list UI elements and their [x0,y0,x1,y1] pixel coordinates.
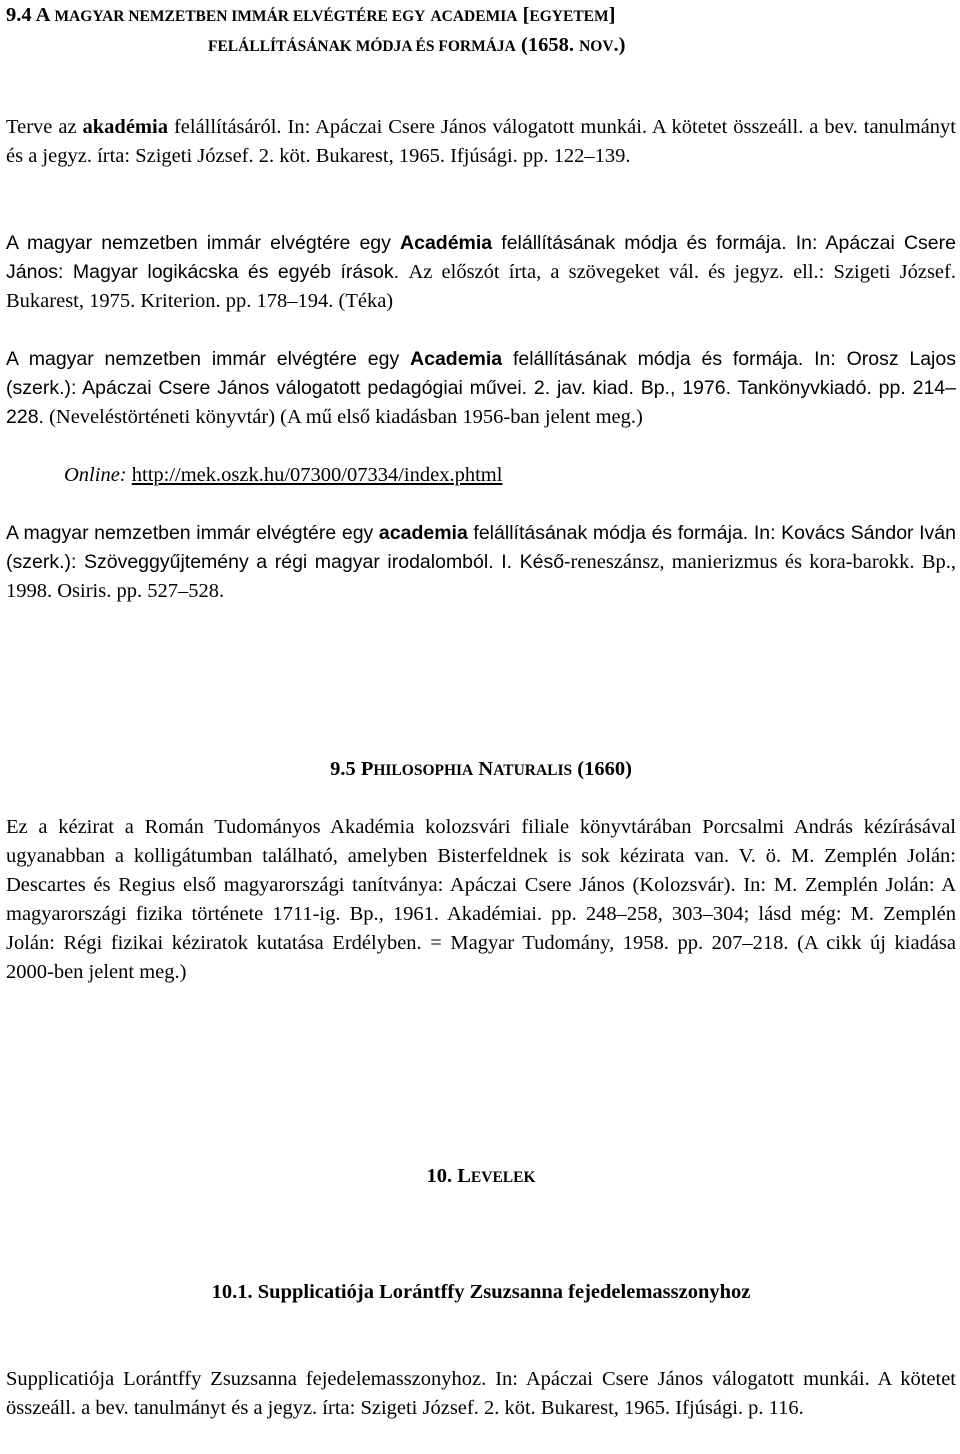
body-paragraph: Ez a kézirat a Román Tudományos Akadémia kolozsvári filiale könyvtárában Porcsalmi András kézírásával ugyanabban a kolligátumban található, amelyben Bisterfeldnek is sok kézirata van. V. ö. M. Zemplén Jolán: Descartes és Regius első magyarországi tanítványa: Apáczai Csere János (Kolozsvár). In: M. Zemplén Jolán: A magyarországi fizika története 1711-ig. Bp., 1961. Akadémiai. pp. 248–258, 303–304; lásd még: M. Zemplén Jolán: Régi fizikai kéziratok kutatása Erdélyben. = Magyar Tudomány, 1958. pp. 207–218. (A cikk új kiadása 2000-ben jelent meg.) [6,816,956,983]
heading-cap: L [457,1165,471,1187]
section-heading-9-5 [6,755,956,785]
bibliography-entry: Supplicatiója Lorántffy Zsuzsanna fejedelemasszonyhoz. In: Apáczai Csere János válogatott munkái. A kötetet összeáll. a bev. tanulmányt és a jegyz. írta: Szigeti József. 2. köt. Bukarest, 1965. Ifjúsági. p. 116. [6,1368,956,1419]
heading-smallcaps: MAGYAR NEMZETBEN IMMÁR ELVÉGTÉRE EGY [54,8,426,25]
entry-text: Az előszót írta, a szövegeket vál. és jegyz. ell.: Szigeti József. Bukarest, 1975. Kriterion. pp. 178–194. (Téka) [6,261,956,312]
entry-text: felállításáról. In: Apáczai Csere János válogatott munkái. A kötetet összeáll. a bev. tanulmányt és a jegyz. írta: Szigeti József. 2. köt. Bukarest, 1965. Ifjúsági. pp. 122–139. [6,116,956,167]
entry-text: felállításának módja és formája. In: Kovács Sándor Iván (szerk.): Szöveggyűjtemény a régi magyar irodalomból. I. Késő- [6,522,957,573]
heading-cap: N [478,758,494,780]
entry-text: felállításának módja és formája. In: Orosz Lajos (szerk.): Apáczai Csere János válogatott pedagógiai művei. 2. jav. kiad. Bp., 1976. Tankönyvkiadó. pp. 214–228. [6,348,956,428]
heading-cap: P [360,758,374,780]
heading-year: (1660) [577,758,632,780]
entry-text: reneszánsz, manierizmus és kora-barokk. Bp., 1998. Osiris. pp. 527–528. [6,551,956,602]
chapter-heading-10 [6,1162,956,1192]
heading-year: (1658. [521,34,574,56]
entry-keyword: Academia [410,348,503,370]
bibliography-entry [6,345,956,432]
heading-close: .) [613,34,626,56]
section-heading-10-1: 10.1. Supplicatiója Lorántffy Zsuzsanna fejedelemasszonyhoz [211,1281,751,1303]
heading-smallcaps: FELÁLLÍTÁSÁNAK MÓDJA ÉS FORMÁJA [208,38,516,55]
heading-smallcaps: NOV [579,38,614,55]
entry-text: Terve az [6,116,83,138]
online-link-line [6,461,956,490]
entry-text: A magyar nemzetben immár elvégtére egy [6,522,379,544]
entry-text: A magyar nemzetben immár elvégtére egy [6,232,401,254]
bibliography-entry [6,113,956,171]
entry-text: felállításának módja és formája. In: Apáczai Csere János: Magyar logikácska és egyéb írások. [6,232,956,283]
heading-smallcaps: EGYETEM [529,8,609,25]
entry-keyword: akadémia [82,116,168,138]
heading-bracket: ] [608,4,616,26]
heading-smallcaps: EVELEK [470,1169,536,1186]
heading-smallcaps: ATURALIS [493,762,573,779]
section-heading-9-4 [6,0,956,61]
section-number: 9.5 [330,758,356,780]
online-url-link[interactable]: http://mek.oszk.hu/07300/07334/index.phtml [131,464,503,486]
heading-cap: A [35,4,50,26]
entry-keyword: academia [378,522,468,544]
bibliography-entry [6,229,956,316]
chapter-number: 10. [426,1165,453,1187]
entry-keyword: Académia [400,232,493,254]
entry-text: (Neveléstörténeti könyvtár) (A mű első kiadásban 1956-ban jelent meg.) [43,406,643,428]
entry-text: A magyar nemzetben immár elvégtére egy [6,348,411,370]
heading-smallcaps: HILOSOPHIA [373,762,474,779]
heading-bracket: [ [522,4,530,26]
bibliography-entry [6,519,956,606]
online-label: Online: [64,464,127,486]
heading-smallcaps: ACADEMIA [430,8,518,25]
heading-line-2 [6,31,956,61]
section-number: 9.4 [6,4,32,26]
